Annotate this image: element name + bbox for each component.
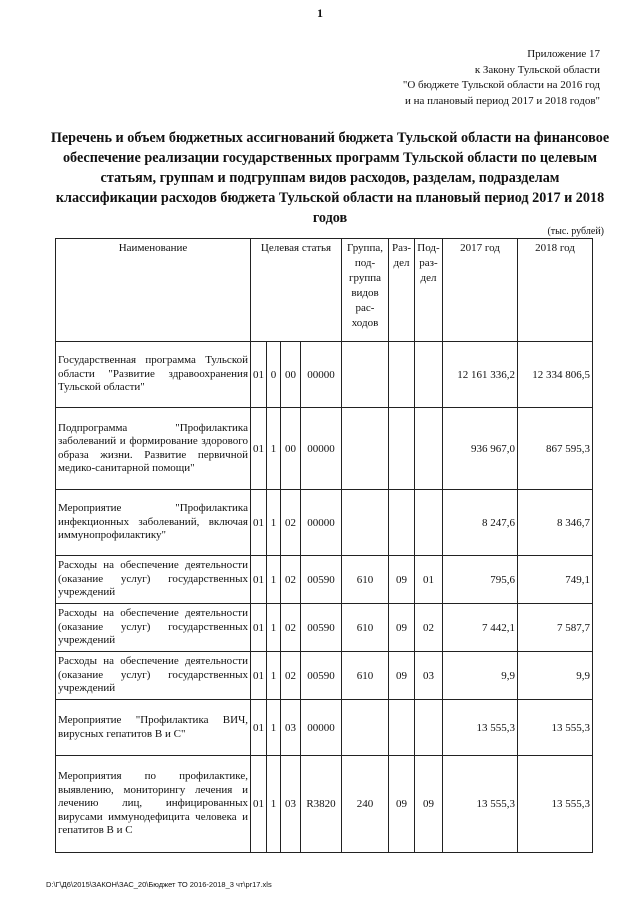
row-name: Государственная программа Тульской области "Развитие здравоохранения Тульской области" (56, 342, 251, 408)
target-event: 03 (281, 700, 301, 756)
expense-group: 610 (342, 652, 389, 700)
header-section: Раз- дел (389, 239, 415, 342)
target-program: 01 (251, 556, 267, 604)
target-subprogram: 1 (267, 408, 281, 490)
expense-group: 610 (342, 604, 389, 652)
expense-group: 240 (342, 756, 389, 853)
target-program: 01 (251, 652, 267, 700)
appendix-line-1: Приложение 17 (527, 48, 600, 60)
document-title: Перечень и объем бюджетных ассигнований бюджета Тульской области на финансовое обеспечение реализации государственных программ Тульской области по целевым статьям, группам и подгруппам видов расходов, разделам, подразделам классификации расходов бюджета Тульской области на плановый период 2017 и 2018 годов (50, 130, 610, 226)
row-name: Подпрограмма "Профилактика заболеваний и формирование здорового образа жизни. Развитие первичной медико-санитарной помощи" (56, 408, 251, 490)
header-subsection: Под- раз- дел (415, 239, 443, 342)
section: 09 (389, 756, 415, 853)
target-event: 02 (281, 490, 301, 556)
amount-2017: 13 555,3 (443, 700, 518, 756)
appendix-line-2: к Закону Тульской области (474, 63, 600, 76)
expense-group (342, 408, 389, 490)
header-target-article: Целевая статья (251, 239, 342, 342)
section: 09 (389, 604, 415, 652)
section (389, 490, 415, 556)
units-note: (тыс. рублей) (547, 226, 604, 237)
target-program: 01 (251, 604, 267, 652)
row-name: Мероприятие "Профилактика инфекционных заболеваний, включая иммунопрофилактику" (56, 490, 251, 556)
target-subprogram: 1 (267, 756, 281, 853)
amount-2018: 13 555,3 (518, 756, 593, 853)
target-direction: 00590 (301, 652, 342, 700)
expense-group: 610 (342, 556, 389, 604)
row-name: Расходы на обеспечение деятельности (оказание услуг) государственных учреждений (56, 556, 251, 604)
section (389, 408, 415, 490)
amount-2018: 7 587,7 (518, 604, 593, 652)
target-subprogram: 0 (267, 342, 281, 408)
table-header-row (56, 239, 593, 342)
table-row (56, 556, 593, 604)
target-direction: 00590 (301, 604, 342, 652)
table-row (56, 490, 593, 556)
target-direction: 00000 (301, 408, 342, 490)
amount-2017: 9,9 (443, 652, 518, 700)
file-path-footer: D:\Г\Д6\2015\ЗАКОН\ЗАС_20\Бюджет ТО 2016-2018_3 чт\pr17.xls (46, 880, 272, 889)
subsection (415, 490, 443, 556)
subsection (415, 700, 443, 756)
section (389, 700, 415, 756)
table-row (56, 342, 593, 408)
target-event: 02 (281, 604, 301, 652)
target-direction: 00000 (301, 700, 342, 756)
row-name: Мероприятия по профилактике, выявлению, мониторингу лечения и лечению лиц, инфицированных вирусами иммунодефицита человека и гепатитов В и С (56, 756, 251, 853)
expense-group (342, 490, 389, 556)
row-name: Мероприятие "Профилактика ВИЧ, вирусных гепатитов В и С" (56, 700, 251, 756)
target-subprogram: 1 (267, 490, 281, 556)
table-row (56, 604, 593, 652)
target-direction: 00590 (301, 556, 342, 604)
target-event: 02 (281, 556, 301, 604)
header-year-2018: 2018 год (518, 239, 593, 342)
target-program: 01 (251, 408, 267, 490)
header-name: Наименование (56, 239, 251, 342)
page-number: 1 (317, 6, 323, 20)
amount-2017: 13 555,3 (443, 756, 518, 853)
header-year-2017: 2017 год (443, 239, 518, 342)
target-subprogram: 1 (267, 652, 281, 700)
target-program: 01 (251, 342, 267, 408)
row-name: Расходы на обеспечение деятельности (оказание услуг) государственных учреждений (56, 652, 251, 700)
table-row (56, 408, 593, 490)
section: 09 (389, 652, 415, 700)
target-direction: 00000 (301, 342, 342, 408)
subsection: 02 (415, 604, 443, 652)
target-program: 01 (251, 490, 267, 556)
expense-group (342, 342, 389, 408)
target-event: 03 (281, 756, 301, 853)
amount-2017: 7 442,1 (443, 604, 518, 652)
table-row (56, 652, 593, 700)
appendix-line-4: и на плановый период 2017 и 2018 годов" (404, 94, 600, 107)
amount-2018: 9,9 (518, 652, 593, 700)
amount-2017: 8 247,6 (443, 490, 518, 556)
target-event: 00 (281, 408, 301, 490)
target-event: 00 (281, 342, 301, 408)
section (389, 342, 415, 408)
section: 09 (389, 556, 415, 604)
header-expense-group: Группа, под- группа видов рас- ходов (342, 239, 389, 342)
table-row (56, 700, 593, 756)
subsection: 01 (415, 556, 443, 604)
amount-2018: 13 555,3 (518, 700, 593, 756)
amount-2018: 867 595,3 (518, 408, 593, 490)
expense-group (342, 700, 389, 756)
target-subprogram: 1 (267, 604, 281, 652)
amount-2017: 795,6 (443, 556, 518, 604)
budget-table (55, 238, 593, 853)
target-subprogram: 1 (267, 556, 281, 604)
table-row (56, 756, 593, 853)
subsection: 09 (415, 756, 443, 853)
target-direction: 00000 (301, 490, 342, 556)
row-name: Расходы на обеспечение деятельности (оказание услуг) государственных учреждений (56, 604, 251, 652)
table-body (56, 342, 593, 853)
target-direction: R3820 (301, 756, 342, 853)
subsection (415, 342, 443, 408)
appendix-line-3: "О бюджете Тульской области на 2016 год (402, 79, 600, 91)
amount-2018: 749,1 (518, 556, 593, 604)
amount-2018: 8 346,7 (518, 490, 593, 556)
subsection: 03 (415, 652, 443, 700)
amount-2018: 12 334 806,5 (518, 342, 593, 408)
subsection (415, 408, 443, 490)
target-subprogram: 1 (267, 700, 281, 756)
target-program: 01 (251, 756, 267, 853)
appendix-reference (403, 47, 600, 109)
amount-2017: 936 967,0 (443, 408, 518, 490)
target-event: 02 (281, 652, 301, 700)
target-program: 01 (251, 700, 267, 756)
amount-2017: 12 161 336,2 (443, 342, 518, 408)
